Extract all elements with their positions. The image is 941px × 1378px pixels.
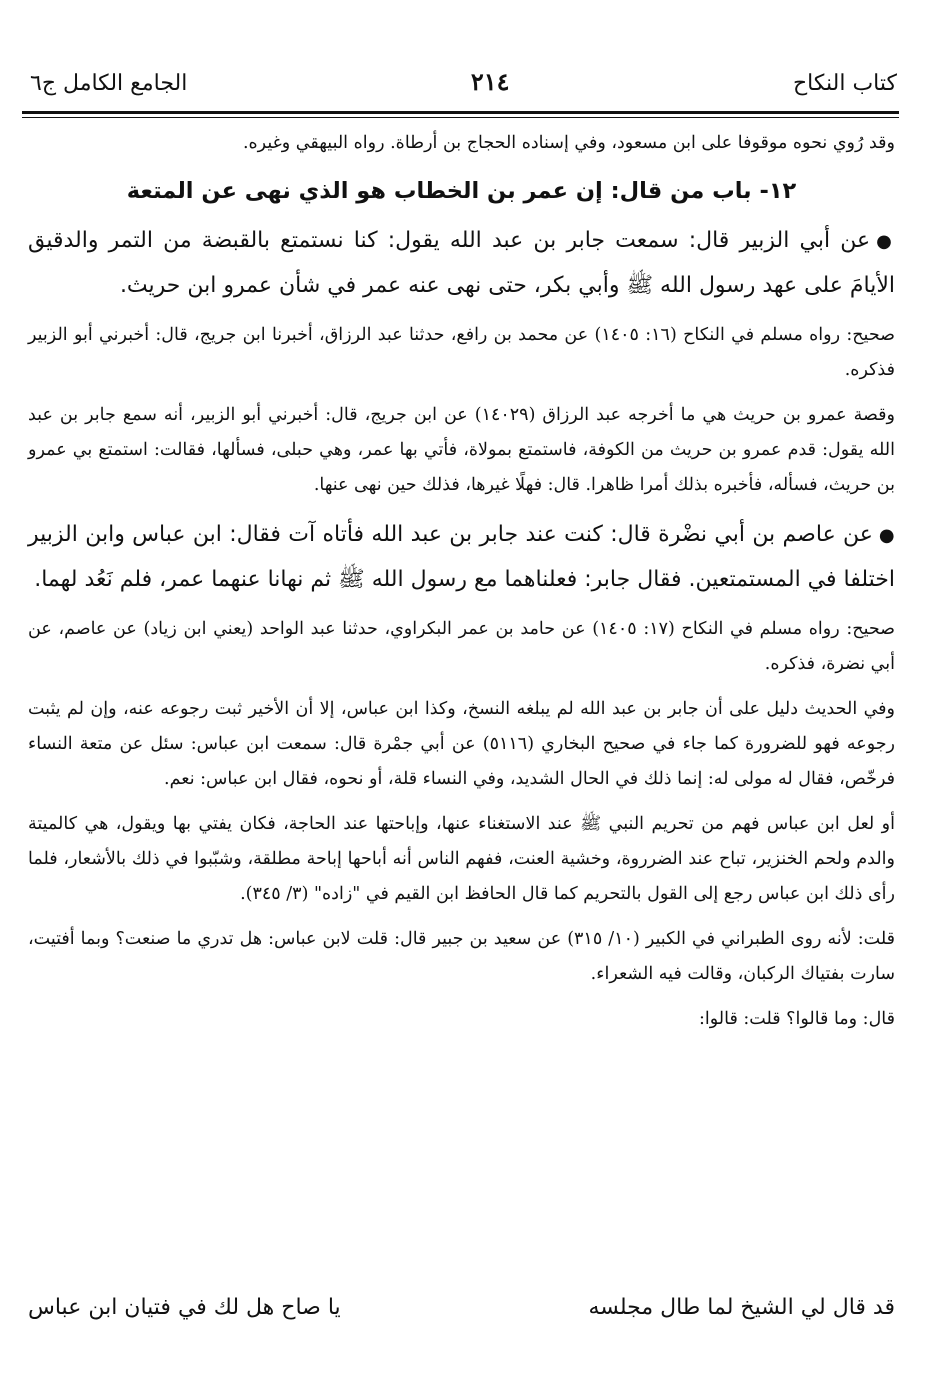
verse-hemistich-2: يا صاح هل لك في فتيان ابن عباس [28,1294,341,1320]
hadith-1 [28,219,895,308]
chapter-heading: ١٢- باب من قال: إن عمر بن الخطاب هو الذي نهى عن المتعة [126,178,797,204]
collection-title: الجامع الكامل ج٦ [30,71,188,96]
hadith-2 [28,513,895,602]
commentary-3: قلت: لأنه روى الطبراني في الكبير (١٠/ ٣١٥) عن سعيد بن جبير قال: قلت لابن عباس: هل تدري ما صنعت؟ وبما أفتيت، سارت بفتياك الركبان، وقالت فيه الشعراء. [28,929,895,984]
header-rule-thin [22,117,899,118]
page-header [30,56,897,96]
poetry-verse [28,1282,895,1332]
commentary-2: أو لعل ابن عباس فهم من تحريم النبي ﷺ عند الاستغناء عنها، وإباحتها عند الحاجة، فكان يفتي بها ويقول، هي كالميتة والدم ولحم الخنزير، تباح عند الضرروة، وخشية العنت، ففهم الناس أنه أباحها إباحة مطلقة، وشبّبوا في ذلك بالأشعار، فلما رأى ذلك ابن عباس رجع إلى القول بالتحريم كما قال الحافظ ابن القيم في "زاده" (٣/ ٣٤٥). [28,814,895,904]
header-rule-thick [22,111,899,114]
takhrij-1: صحيح: رواه مسلم في النكاح (١٦: ١٤٠٥) عن محمد بن رافع، حدثنا عبد الرزاق، أخبرنا ابن جريج، قال: أخبرني أبو الزبير فذكره. [28,325,895,380]
commentary-1: وفي الحديث دليل على أن جابر بن عبد الله لم يبلغه النسخ، وكذا ابن عباس، إلا أن الأخير ثبت رجوعه عنه، وإن لم يثبت رجوعه فهو للضرورة كما جاء في صحيح البخاري (٥١١٦) عن أبي جمْرة قال: سمعت ابن عباس: سئل عن متعة النساء فرخّص، فقال له مولى له: إنما ذلك في الحال الشديد، وفي النساء قلة، أو نحوه، فقال ابن عباس: نعم. [28,699,896,789]
takhrij-2: صحيح: رواه مسلم في النكاح (١٧: ١٤٠٥) عن حامد بن عمر البكراوي، حدثنا عبد الواحد (يعني ابن زياد) عن عاصم، عن أبي نضرة، فذكره. [28,619,895,674]
book-title: كتاب النكاح [792,71,897,96]
bullet-icon: ● [876,231,895,252]
intro-note: وقد رُوي نحوه موقوفا على ابن مسعود، وفي إسناده الحجاج بن أرطاة. رواه البيهقي وغيره. [242,133,895,153]
story-amr: وقصة عمرو بن حريث هي ما أخرجه عبد الرزاق (١٤٠٢٩) عن ابن جريج، قال: أخبرني أبو الزبير، أنه سمع جابر بن عبد الله يقول: قدم عمرو بن حريث من الكوفة، فاستمتع بمولاة، فأتي بها عمر، وهي حبلى، فسألها، فقالت: استمتع بي عمرو بن حريث، فسأله، فأخبره بذلك أمرا ظاهرا. قال: فهلًا غيرها، فذلك حين نهى عنها. [28,405,895,495]
bullet-icon: ● [878,525,895,546]
commentary-4: قال: وما قالوا؟ قلت: قالوا: [698,1009,895,1029]
hadith-1-text: عن أبي الزبير قال: سمعت جابر بن عبد الله يقول: كنا نستمتع بالقبضة من التمر والدقيق الأيامَ على عهد رسول الله ﷺ وأبي بكر، حتى نهى عنه عمر في شأن عمرو ابن حريث. [28,228,895,298]
page-number: ٢١٤ [470,67,510,96]
page-content [28,126,895,1065]
verse-hemistich-1: قد قال لي الشيخ لما طال مجلسه [588,1294,895,1320]
hadith-2-text: عن عاصم بن أبي نضْرة قال: كنت عند جابر بن عبد الله فأتاه آت فقال: ابن عباس وابن الزبير اختلفا في المستمتعين. فقال جابر: فعلناهما مع رسول الله ﷺ ثم نهانا عنهما عمر، فلم نَعُد لهما. [28,522,895,592]
